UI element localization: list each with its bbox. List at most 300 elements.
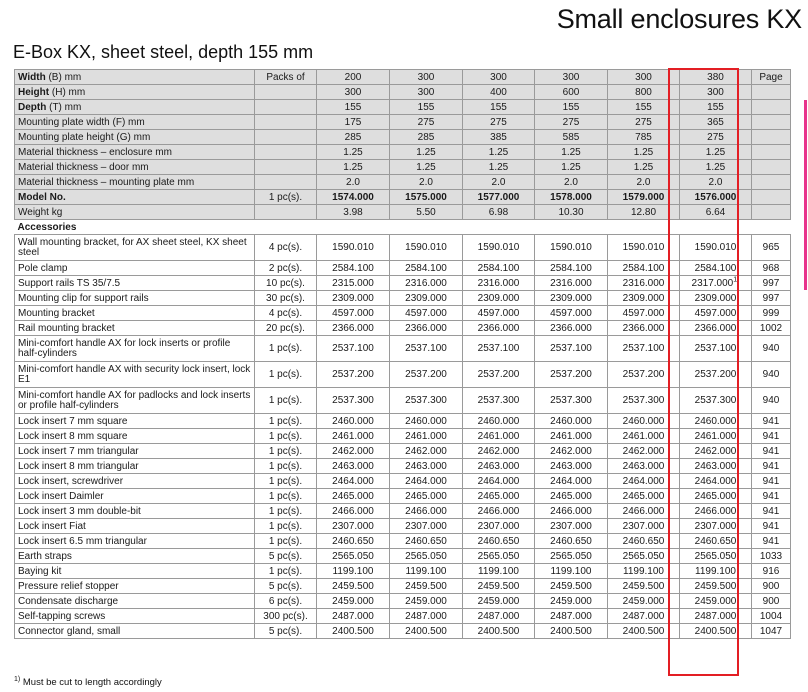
accessory-packs: 1 pc(s). xyxy=(255,429,317,444)
accessory-model-number: 2460.000 xyxy=(317,414,390,429)
accessory-model-number: 2400.500 xyxy=(317,624,390,639)
dimension-value: 155 xyxy=(535,100,608,115)
accessory-packs: 5 pc(s). xyxy=(255,549,317,564)
empty-cell xyxy=(752,130,791,145)
spec-value: 1.25 xyxy=(317,160,390,175)
accessory-model-number: 1590.010 xyxy=(317,235,390,261)
page-header: Page xyxy=(752,70,791,85)
row-label-unit: (H) mm xyxy=(49,86,86,98)
dimension-value: 155 xyxy=(608,100,680,115)
spec-value: 1.25 xyxy=(390,145,463,160)
accessory-model-number: 2537.100 xyxy=(535,336,608,362)
dimension-value: 300 xyxy=(390,85,463,100)
accessory-model-number: 2487.000 xyxy=(608,609,680,624)
accessory-model-number: 2466.000 xyxy=(463,504,535,519)
width-row xyxy=(15,70,791,85)
model-number-text: 1579.000 xyxy=(622,191,665,203)
accessory-model-number: 2565.050 xyxy=(463,549,535,564)
accessory-model-number: 2537.200 xyxy=(317,362,390,388)
footnote-text: Must be cut to length accordingly xyxy=(20,677,162,688)
spec-value: 585 xyxy=(535,130,608,145)
accessory-row xyxy=(15,444,791,459)
weight-value: 3.98 xyxy=(317,205,390,220)
row-label: Mounting plate height (G) mm xyxy=(15,130,255,145)
accessory-model-number: 2316.000 xyxy=(390,276,463,291)
accessory-model-number: 2465.000 xyxy=(608,489,680,504)
model-number-text: 1578.000 xyxy=(550,191,592,203)
accessory-model-number: 2459.000 xyxy=(535,594,608,609)
spec-value: 1.25 xyxy=(680,145,752,160)
spec-value: 1.25 xyxy=(680,160,752,175)
spec-value: 285 xyxy=(390,130,463,145)
accessories-heading-row xyxy=(15,220,791,235)
accessory-label: Support rails TS 35/7.5 xyxy=(15,276,255,291)
weight-value: 6.64 xyxy=(680,205,752,220)
side-marker xyxy=(804,100,807,290)
accessory-row xyxy=(15,321,791,336)
accessory-model-number: 1199.100 xyxy=(680,564,752,579)
accessory-packs: 1 pc(s). xyxy=(255,519,317,534)
accessory-model-number: 2460.000 xyxy=(535,414,608,429)
accessory-row xyxy=(15,459,791,474)
model-number-text: 1576.000 xyxy=(694,191,737,203)
spec-value: 1.25 xyxy=(390,160,463,175)
weight-value: 5.50 xyxy=(390,205,463,220)
accessory-label: Mini-comfort handle AX for padlocks and lock inserts or profile half-cylinders xyxy=(15,388,255,414)
accessory-packs: 1 pc(s). xyxy=(255,362,317,388)
accessory-model-number: 4597.000 xyxy=(317,306,390,321)
spec-value: 1.25 xyxy=(317,145,390,160)
accessory-model-number: 2460.000 xyxy=(680,414,752,429)
model-row xyxy=(15,190,791,205)
accessory-packs: 1 pc(s). xyxy=(255,504,317,519)
accessory-page: 941 xyxy=(752,474,791,489)
empty-cell xyxy=(255,205,317,220)
accessory-label: Lock insert Fiat xyxy=(15,519,255,534)
accessory-model-number: 2537.200 xyxy=(608,362,680,388)
width-value: 300 xyxy=(535,70,608,85)
footnote-reference: 1) xyxy=(733,276,740,284)
empty-cell xyxy=(752,175,791,190)
accessory-page: 1047 xyxy=(752,624,791,639)
accessory-model-number: 2463.000 xyxy=(608,459,680,474)
accessory-model-number: 2461.000 xyxy=(317,429,390,444)
accessory-model-number: 2459.500 xyxy=(608,579,680,594)
dimension-value: 400 xyxy=(463,85,535,100)
width-value: 300 xyxy=(463,70,535,85)
dimension-value: 155 xyxy=(463,100,535,115)
accessory-model-number: 2307.000 xyxy=(608,519,680,534)
accessory-model-number: 2462.000 xyxy=(317,444,390,459)
accessory-model-number: 2462.000 xyxy=(680,444,752,459)
accessory-model-number: 2466.000 xyxy=(608,504,680,519)
accessory-model-number: 2366.000 xyxy=(317,321,390,336)
accessory-model-number: 2307.000 xyxy=(390,519,463,534)
accessory-model-number: 4597.000 xyxy=(608,306,680,321)
accessory-model-number: 2317.000$^{1)}$ xyxy=(680,276,752,291)
accessory-model-number: 2465.000 xyxy=(390,489,463,504)
spec-value: 2.0 xyxy=(680,175,752,190)
accessory-row xyxy=(15,235,791,261)
accessory-label: Lock insert 7 mm triangular xyxy=(15,444,255,459)
accessory-model-number: 2463.000 xyxy=(317,459,390,474)
spec-row xyxy=(15,115,791,130)
row-label xyxy=(15,70,255,85)
spec-value: 1.25 xyxy=(608,145,680,160)
accessory-label: Mini-comfort handle AX for lock inserts or profile half-cylinders xyxy=(15,336,255,362)
empty-cell xyxy=(752,115,791,130)
accessory-packs: 1 pc(s). xyxy=(255,388,317,414)
accessory-model-number: 2462.000 xyxy=(535,444,608,459)
accessory-model-number: 4597.000 xyxy=(463,306,535,321)
accessory-model-number: 2584.100 xyxy=(390,261,463,276)
accessory-packs: 300 pc(s). xyxy=(255,609,317,624)
accessory-model-number: 2537.300 xyxy=(317,388,390,414)
accessory-model-number: 2366.000 xyxy=(535,321,608,336)
accessory-row xyxy=(15,519,791,534)
accessory-page: 941 xyxy=(752,519,791,534)
spec-value: 275 xyxy=(535,115,608,130)
accessory-packs: 1 pc(s). xyxy=(255,534,317,549)
accessory-model-number: 2460.000 xyxy=(463,414,535,429)
accessory-packs: 5 pc(s). xyxy=(255,579,317,594)
spec-value: 365 xyxy=(680,115,752,130)
dimension-value: 155 xyxy=(317,100,390,115)
accessory-packs: 2 pc(s). xyxy=(255,261,317,276)
accessory-row xyxy=(15,336,791,362)
accessory-model-number: 2537.200 xyxy=(390,362,463,388)
accessory-model-number: 2460.650 xyxy=(608,534,680,549)
spec-value: 385 xyxy=(463,130,535,145)
accessory-label: Lock insert 3 mm double-bit xyxy=(15,504,255,519)
spec-value: 2.0 xyxy=(317,175,390,190)
weight-value: 6.98 xyxy=(463,205,535,220)
row-label-bold: Width xyxy=(18,71,46,83)
accessory-packs: 6 pc(s). xyxy=(255,594,317,609)
spec-value: 2.0 xyxy=(390,175,463,190)
accessory-model-number: 2537.200 xyxy=(535,362,608,388)
empty-cell xyxy=(752,85,791,100)
accessory-label: Self-tapping screws xyxy=(15,609,255,624)
accessory-row xyxy=(15,362,791,388)
width-value: 300 xyxy=(390,70,463,85)
accessory-page: 1004 xyxy=(752,609,791,624)
accessory-page: 997 xyxy=(752,291,791,306)
accessory-row xyxy=(15,549,791,564)
spec-value: 275 xyxy=(390,115,463,130)
model-number xyxy=(390,190,463,205)
accessory-row xyxy=(15,291,791,306)
empty-cell xyxy=(255,160,317,175)
model-number-text: 1574.000 xyxy=(332,191,374,203)
accessory-model-number: 2584.100 xyxy=(317,261,390,276)
accessory-model-number: 2459.000 xyxy=(680,594,752,609)
accessory-model-number: 2537.300 xyxy=(463,388,535,414)
spec-value: 2.0 xyxy=(463,175,535,190)
accessory-model-number: 2466.000 xyxy=(317,504,390,519)
spec-row xyxy=(15,130,791,145)
accessory-model-number: 2309.000 xyxy=(390,291,463,306)
accessory-model-number: 2316.000 xyxy=(608,276,680,291)
accessory-model-number: 2459.500 xyxy=(463,579,535,594)
accessory-model-number: 1199.100 xyxy=(608,564,680,579)
accessory-model-number: 1590.010 xyxy=(535,235,608,261)
accessory-packs: 1 pc(s). xyxy=(255,564,317,579)
spec-row xyxy=(15,145,791,160)
model-number xyxy=(535,190,608,205)
empty-cell xyxy=(255,130,317,145)
row-label: Material thickness – enclosure mm xyxy=(15,145,255,160)
accessory-packs: 20 pc(s). xyxy=(255,321,317,336)
empty-cell xyxy=(752,205,791,220)
accessory-page: 941 xyxy=(752,489,791,504)
empty-cell xyxy=(255,145,317,160)
accessory-model-number: 2584.100 xyxy=(463,261,535,276)
accessory-model-number: 2565.050 xyxy=(680,549,752,564)
accessory-model-number: 2366.000 xyxy=(608,321,680,336)
accessory-packs: 10 pc(s). xyxy=(255,276,317,291)
width-value: 380 xyxy=(680,70,752,85)
accessory-row xyxy=(15,609,791,624)
weight-row xyxy=(15,205,791,220)
row-label xyxy=(15,85,255,100)
empty-cell xyxy=(255,115,317,130)
accessory-label: Pressure relief stopper xyxy=(15,579,255,594)
row-label-unit: (B) mm xyxy=(45,71,82,83)
accessory-page: 965 xyxy=(752,235,791,261)
height-row xyxy=(15,85,791,100)
accessory-model-number: 2460.000 xyxy=(390,414,463,429)
weight-value: 10.30 xyxy=(535,205,608,220)
dimension-value: 300 xyxy=(317,85,390,100)
accessory-model-number: 2464.000 xyxy=(608,474,680,489)
accessory-row xyxy=(15,388,791,414)
accessory-model-number: 2316.000 xyxy=(463,276,535,291)
empty-cell xyxy=(752,100,791,115)
accessory-model-number: 2400.500 xyxy=(535,624,608,639)
row-label: Weight kg xyxy=(15,205,255,220)
accessory-model-number: 2400.500 xyxy=(680,624,752,639)
accessory-packs: 1 pc(s). xyxy=(255,336,317,362)
accessory-model-number: 1199.100 xyxy=(463,564,535,579)
accessory-model-number: 2463.000 xyxy=(390,459,463,474)
spec-value: 275 xyxy=(680,130,752,145)
accessory-model-number: 2459.500 xyxy=(317,579,390,594)
accessory-model-number: 2459.000 xyxy=(317,594,390,609)
empty-cell xyxy=(255,85,317,100)
accessory-model-number: 2307.000 xyxy=(463,519,535,534)
accessory-model-number: 1199.100 xyxy=(317,564,390,579)
empty-cell xyxy=(752,160,791,175)
accessory-model-number: 2565.050 xyxy=(535,549,608,564)
spec-value: 175 xyxy=(317,115,390,130)
accessory-model-number: 4597.000 xyxy=(535,306,608,321)
accessory-row xyxy=(15,414,791,429)
accessory-page: 941 xyxy=(752,444,791,459)
accessory-model-number: 2459.000 xyxy=(608,594,680,609)
width-value: 300 xyxy=(608,70,680,85)
dimension-value: 155 xyxy=(680,100,752,115)
accessory-label: Lock insert 6.5 mm triangular xyxy=(15,534,255,549)
accessory-page: 940 xyxy=(752,336,791,362)
accessory-model-number: 4597.000 xyxy=(390,306,463,321)
spec-table xyxy=(14,69,791,639)
model-packs: 1 pc(s). xyxy=(255,190,317,205)
accessory-packs: 1 pc(s). xyxy=(255,414,317,429)
model-number xyxy=(680,190,752,205)
page-title: Small enclosures KX xyxy=(556,4,802,34)
accessory-model-number: 2487.000 xyxy=(463,609,535,624)
model-number xyxy=(608,190,680,205)
accessory-row xyxy=(15,306,791,321)
accessory-model-number: 2460.650 xyxy=(317,534,390,549)
accessory-model-number: 2309.000 xyxy=(680,291,752,306)
dimension-value: 600 xyxy=(535,85,608,100)
accessory-page: 997 xyxy=(752,276,791,291)
accessory-model-number: 2366.000 xyxy=(680,321,752,336)
accessory-model-number: 2537.100 xyxy=(680,336,752,362)
accessory-model-number: 2400.500 xyxy=(390,624,463,639)
spec-value: 1.25 xyxy=(463,145,535,160)
accessory-model-number: 2537.300 xyxy=(680,388,752,414)
accessory-label: Condensate discharge xyxy=(15,594,255,609)
accessory-model-number: 2307.000 xyxy=(680,519,752,534)
accessory-model-number: 2459.500 xyxy=(535,579,608,594)
spec-table-body xyxy=(15,70,791,639)
accessory-model-number: 2460.650 xyxy=(680,534,752,549)
accessory-model-number: 2465.000 xyxy=(535,489,608,504)
accessory-model-number: 2307.000 xyxy=(317,519,390,534)
accessory-page: 941 xyxy=(752,414,791,429)
row-label: Mounting plate width (F) mm xyxy=(15,115,255,130)
footnote-marker: 1) xyxy=(14,675,21,683)
spec-value: 1.25 xyxy=(535,145,608,160)
accessory-model-number: 2465.000 xyxy=(680,489,752,504)
spec-value: 1.25 xyxy=(535,160,608,175)
accessory-row xyxy=(15,429,791,444)
accessory-page: 900 xyxy=(752,594,791,609)
empty-cell xyxy=(752,190,791,205)
accessory-model-number: 2309.000 xyxy=(535,291,608,306)
accessory-page: 1002 xyxy=(752,321,791,336)
accessory-model-number: 2537.100 xyxy=(317,336,390,362)
accessory-model-number: 2461.000 xyxy=(680,429,752,444)
row-label xyxy=(15,190,255,205)
model-number-text: 1577.000 xyxy=(477,191,520,203)
accessory-model-number: 2584.100 xyxy=(680,261,752,276)
accessory-model-number: 2537.300 xyxy=(390,388,463,414)
accessory-model-number: 2366.000 xyxy=(390,321,463,336)
accessory-row xyxy=(15,504,791,519)
packs-header: Packs of xyxy=(255,70,317,85)
accessory-row xyxy=(15,261,791,276)
accessory-label: Lock insert Daimler xyxy=(15,489,255,504)
accessory-model-number: 2459.000 xyxy=(463,594,535,609)
accessory-label: Lock insert 8 mm square xyxy=(15,429,255,444)
accessory-page: 941 xyxy=(752,429,791,444)
accessory-model-number: 2537.300 xyxy=(608,388,680,414)
accessory-model-number: 2465.000 xyxy=(317,489,390,504)
accessory-model-number: 1590.010 xyxy=(680,235,752,261)
accessory-model-number: 2459.500 xyxy=(390,579,463,594)
accessory-packs: 1 pc(s). xyxy=(255,489,317,504)
accessory-model-number: 2487.000 xyxy=(390,609,463,624)
spec-value: 2.0 xyxy=(535,175,608,190)
accessory-model-number: 2309.000 xyxy=(317,291,390,306)
accessory-model-number: 2487.000 xyxy=(680,609,752,624)
accessory-model-number: 2462.000 xyxy=(463,444,535,459)
spec-value: 1.25 xyxy=(463,160,535,175)
spec-value: 785 xyxy=(608,130,680,145)
accessory-model-number: 2466.000 xyxy=(680,504,752,519)
empty-cell xyxy=(752,145,791,160)
row-label: Material thickness – door mm xyxy=(15,160,255,175)
row-label-bold: Depth xyxy=(18,101,47,113)
weight-value: 12.80 xyxy=(608,205,680,220)
accessory-packs: 4 pc(s). xyxy=(255,235,317,261)
accessory-model-number: 2461.000 xyxy=(608,429,680,444)
accessory-model-number: 1199.100 xyxy=(535,564,608,579)
accessory-row xyxy=(15,579,791,594)
accessory-model-number: 2366.000 xyxy=(463,321,535,336)
spec-value: 285 xyxy=(317,130,390,145)
accessory-model-number: 2466.000 xyxy=(390,504,463,519)
accessory-model-number: 2464.000 xyxy=(680,474,752,489)
accessory-model-number: 2309.000 xyxy=(463,291,535,306)
model-number xyxy=(317,190,390,205)
accessory-model-number: 1590.010 xyxy=(608,235,680,261)
accessory-model-number: 2537.100 xyxy=(390,336,463,362)
row-label-unit: (T) mm xyxy=(46,101,82,113)
accessory-model-number: 2565.050 xyxy=(608,549,680,564)
empty-cell xyxy=(255,175,317,190)
accessory-page: 940 xyxy=(752,362,791,388)
accessory-page: 940 xyxy=(752,388,791,414)
depth-row xyxy=(15,100,791,115)
accessory-model-number: 2459.500 xyxy=(680,579,752,594)
spec-row xyxy=(15,160,791,175)
accessory-row xyxy=(15,594,791,609)
accessory-row xyxy=(15,564,791,579)
accessory-label: Connector gland, small xyxy=(15,624,255,639)
accessory-model-number: 2462.000 xyxy=(390,444,463,459)
accessory-row xyxy=(15,534,791,549)
accessory-page: 1033 xyxy=(752,549,791,564)
accessory-page: 900 xyxy=(752,579,791,594)
accessory-model-number: 2462.000 xyxy=(608,444,680,459)
accessory-model-number: 2464.000 xyxy=(463,474,535,489)
accessory-model-number: 1590.010 xyxy=(463,235,535,261)
accessory-model-number: 2400.500 xyxy=(608,624,680,639)
accessory-model-number: 2461.000 xyxy=(463,429,535,444)
accessory-label: Rail mounting bracket xyxy=(15,321,255,336)
accessory-label: Earth straps xyxy=(15,549,255,564)
footnote xyxy=(14,677,162,688)
accessory-model-number: 2309.000 xyxy=(608,291,680,306)
accessory-packs: 1 pc(s). xyxy=(255,459,317,474)
accessory-model-number: 2537.100 xyxy=(463,336,535,362)
accessory-page: 941 xyxy=(752,534,791,549)
accessory-model-number: 2461.000 xyxy=(390,429,463,444)
accessory-model-number: 2537.200 xyxy=(680,362,752,388)
spec-value: 1.25 xyxy=(608,160,680,175)
spec-value: 2.0 xyxy=(608,175,680,190)
accessory-model-number: 2464.000 xyxy=(390,474,463,489)
accessory-packs: 30 pc(s). xyxy=(255,291,317,306)
accessories-heading: Accessories xyxy=(15,220,791,235)
accessory-model-number: 2537.100 xyxy=(608,336,680,362)
model-label: Model No. xyxy=(18,191,66,203)
